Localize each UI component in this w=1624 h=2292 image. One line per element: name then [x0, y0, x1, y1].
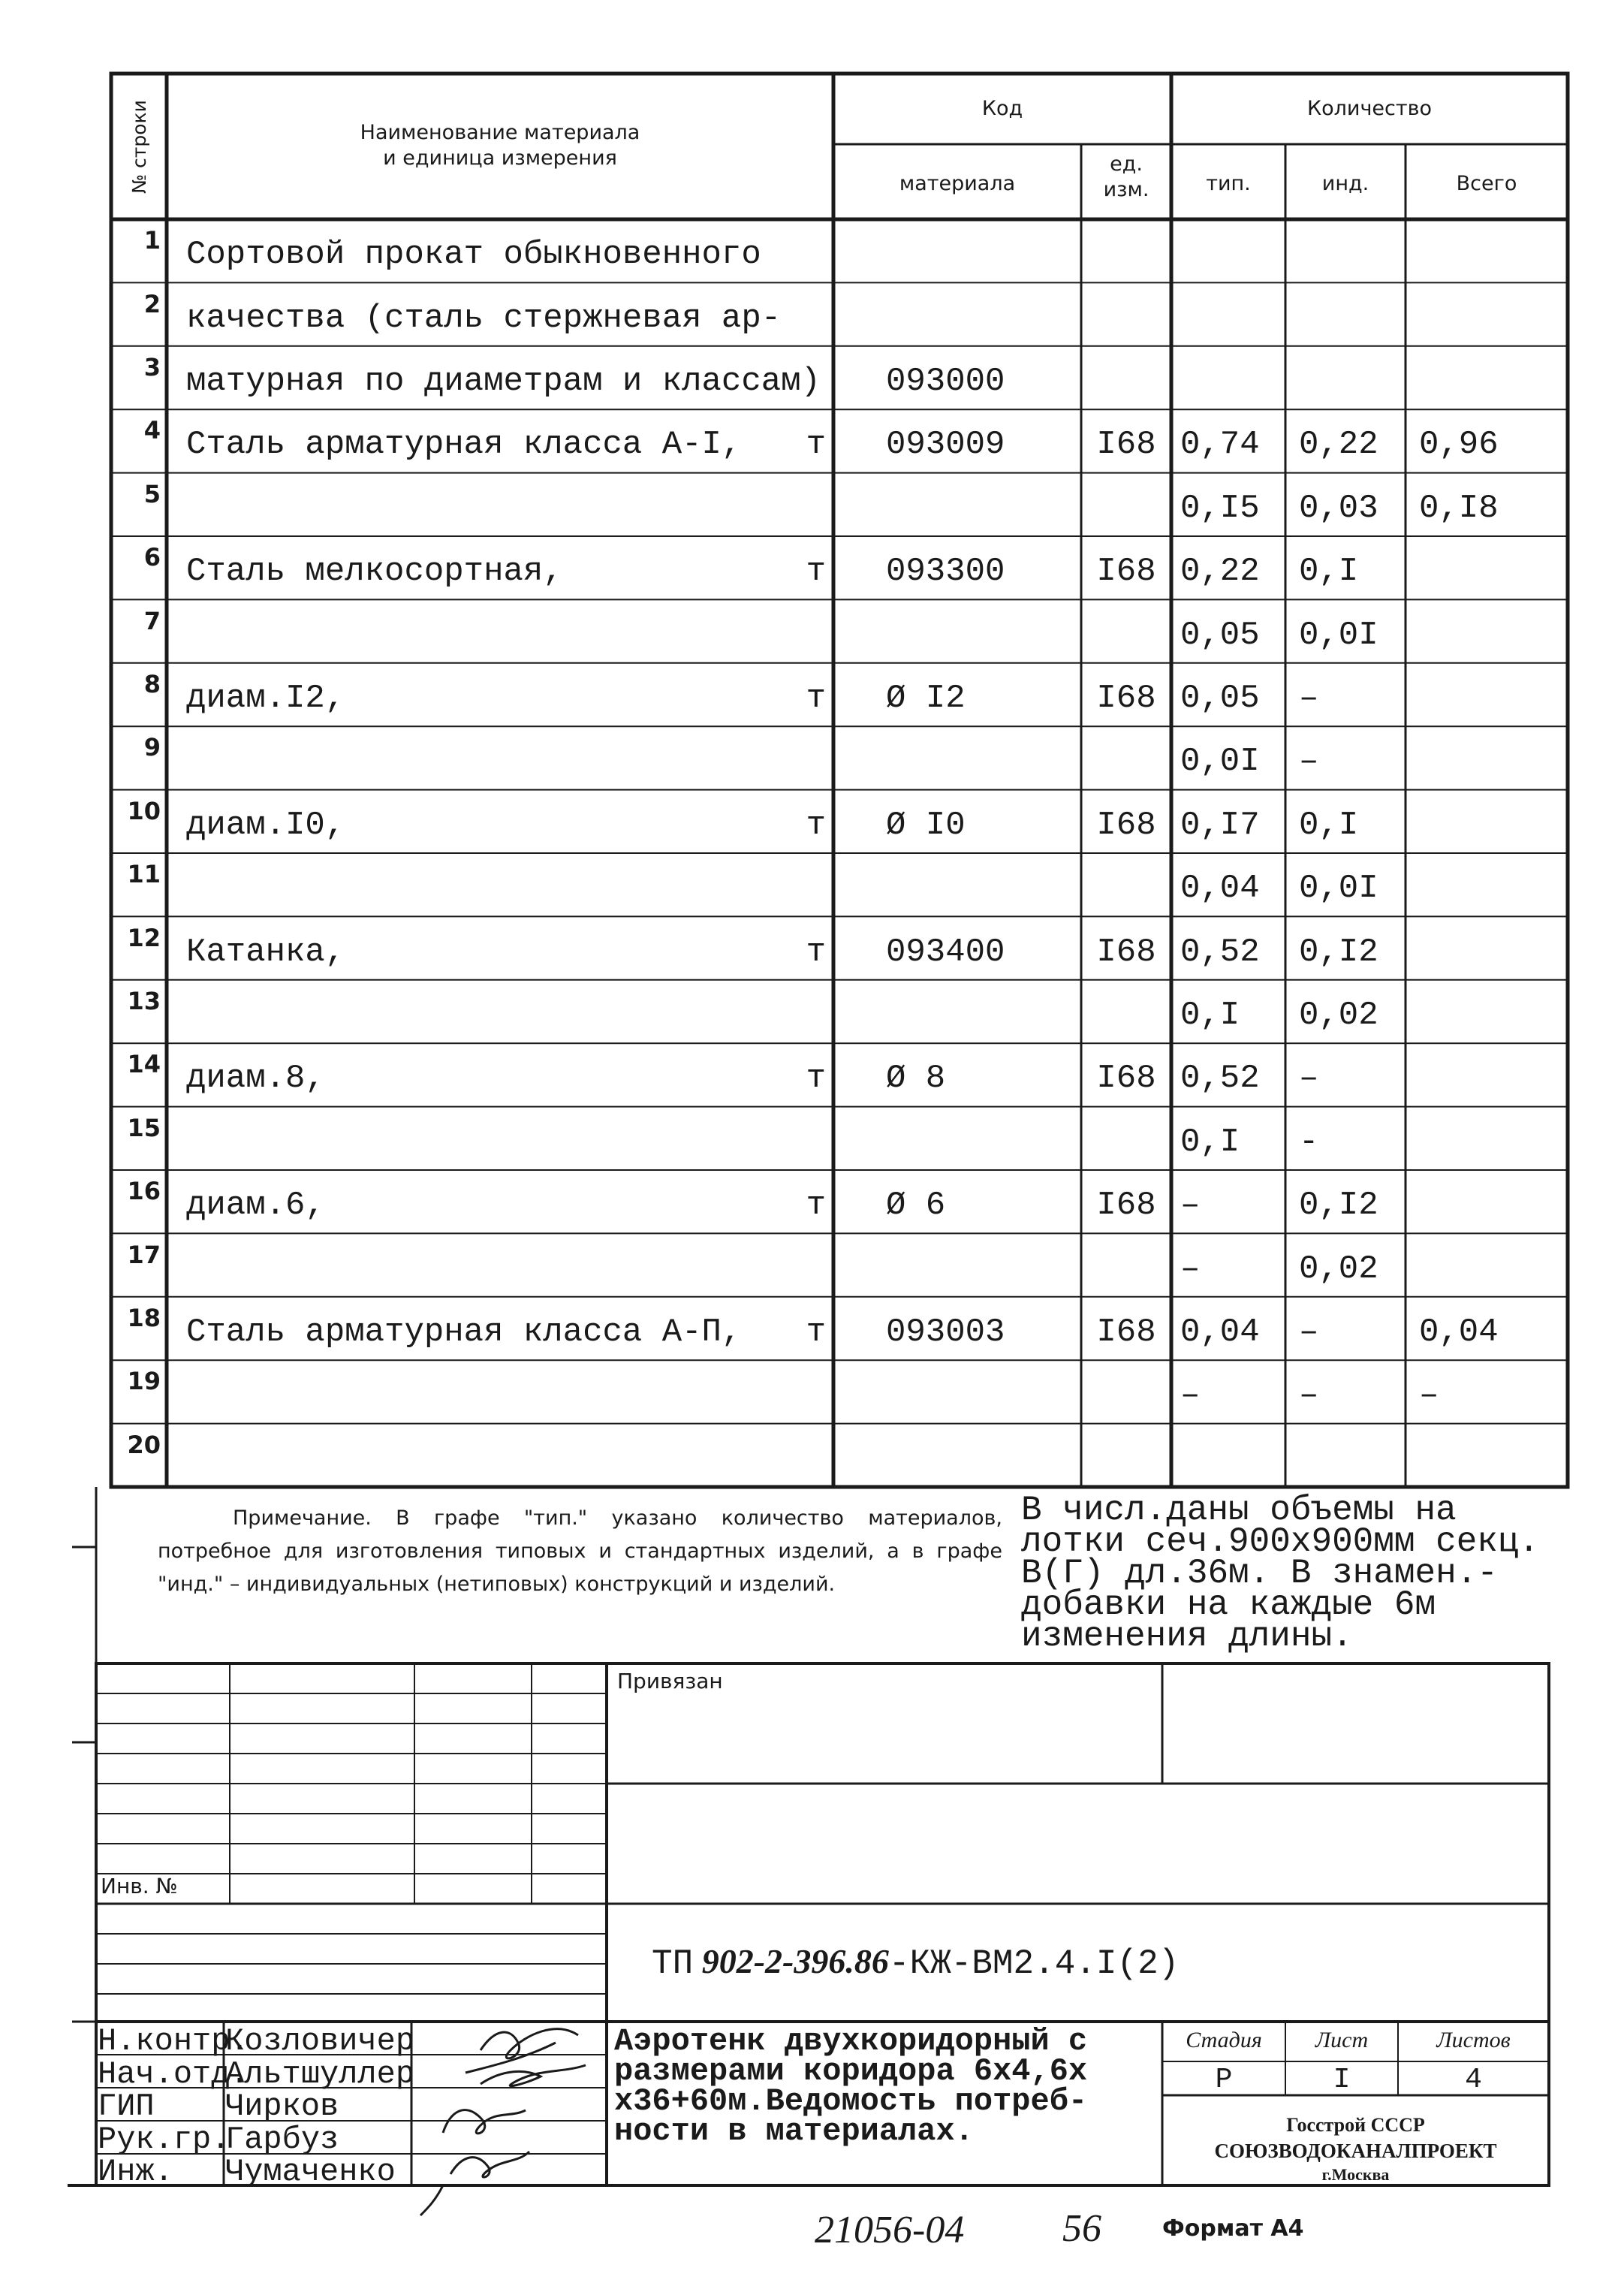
note-printed: Примечание. В графе "тип." указано количество материалов, потребное для изготовления типовых и стандартных изделий, а в графе "инд." – индивидуальных (нетиповых) конструкций и изделий.: [158, 1506, 1002, 1596]
signature-scribble-4: [420, 2152, 529, 2215]
signature-scribble-3: [443, 2110, 526, 2134]
unit-code: [1081, 853, 1171, 916]
row-number: 16: [127, 1177, 161, 1206]
row-number: 6: [143, 543, 161, 572]
row-number: 18: [127, 1303, 161, 1332]
row-number: 7: [143, 606, 161, 635]
unit-code: [1081, 282, 1171, 345]
qty-total: 0,04: [1419, 1313, 1499, 1351]
qty-tip: 0,I: [1180, 1123, 1240, 1161]
qty-ind: –: [1299, 1313, 1319, 1351]
material-code: [833, 980, 1081, 1043]
row-number: 2: [143, 289, 161, 318]
qty-tip: 0,04: [1180, 1313, 1260, 1351]
row-number: 3: [143, 352, 161, 381]
unit-code: [1081, 1424, 1171, 1487]
material-code: [833, 1360, 1081, 1423]
material-unit: [781, 282, 826, 345]
qty-total: [1406, 1107, 1568, 1170]
material-code: [833, 1233, 1081, 1296]
header-qty-tip: тип.: [1206, 172, 1251, 195]
header-material-name: Наименование материала и единица измерения: [360, 121, 640, 170]
qty-ind: 0,I: [1299, 553, 1359, 591]
role-label: Рук.гр.: [98, 2121, 230, 2158]
qty-total: [1406, 599, 1568, 662]
qty-total: [1406, 536, 1568, 599]
unit-code: I68: [1096, 1187, 1156, 1225]
qty-tip: 0,22: [1180, 553, 1260, 591]
material-code: [833, 219, 1081, 282]
qty-ind: [1285, 346, 1406, 409]
material-name: [167, 853, 833, 916]
material-code: [833, 282, 1081, 345]
qty-tip: –: [1180, 1377, 1201, 1415]
qty-tip: –: [1180, 1250, 1201, 1288]
qty-total: [1406, 853, 1568, 916]
material-code: [833, 599, 1081, 662]
row-number: 14: [127, 1050, 161, 1079]
material-name: [167, 726, 833, 789]
material-unit: [781, 726, 826, 789]
role-label: Инж.: [98, 2154, 173, 2191]
material-unit: [781, 1107, 826, 1170]
material-name: [167, 1424, 833, 1487]
qty-total: [1406, 1170, 1568, 1233]
qty-ind: –: [1299, 1377, 1319, 1415]
unit-code: [1081, 599, 1171, 662]
qty-ind: –: [1299, 679, 1319, 717]
material-code: 093003: [886, 1313, 1005, 1351]
material-name: диам.8,: [186, 1060, 325, 1098]
qty-tip: 0,0I: [1180, 743, 1260, 781]
row-number: 17: [127, 1240, 161, 1269]
qty-total: [1406, 663, 1568, 726]
qty-tip: 0,52: [1180, 1060, 1260, 1098]
material-unit: т: [806, 553, 826, 591]
material-unit: [781, 853, 826, 916]
paper-format: Формат А4: [1162, 2215, 1304, 2242]
document-code: ТП 902-2-396.86-КЖ-ВМ2.4.I(2): [652, 1942, 1180, 1983]
qty-ind: 0,03: [1299, 489, 1378, 527]
org-name: СОЮЗВОДОКАНАЛПРОЕКТ: [1214, 2140, 1497, 2162]
header-qty-total: Всего: [1456, 172, 1517, 195]
qty-ind: [1285, 1424, 1406, 1487]
qty-ind: 0,02: [1299, 996, 1378, 1034]
material-name: [167, 1233, 833, 1296]
org-city: г.Москва: [1321, 2165, 1390, 2184]
material-unit: [781, 1233, 826, 1296]
person-name: Чирков: [225, 2088, 339, 2125]
material-name: диам.6,: [186, 1187, 325, 1225]
row-number: 19: [127, 1367, 161, 1396]
qty-ind: 0,0I: [1299, 870, 1378, 908]
material-unit: [781, 346, 826, 409]
material-name: Сортовой прокат обыкновенного: [186, 236, 761, 274]
material-name: диам.I0,: [186, 806, 345, 844]
material-name: Сталь арматурная класса А-П,: [186, 1313, 742, 1351]
material-code: 093300: [886, 553, 1005, 591]
header-qty-ind: инд.: [1321, 172, 1369, 195]
qty-tip: [1171, 1424, 1285, 1487]
unit-code: [1081, 726, 1171, 789]
qty-total: [1406, 219, 1568, 282]
org-ministry: Госстрой СССР: [1286, 2114, 1425, 2136]
material-code: [833, 726, 1081, 789]
header-code-unit: ед. изм.: [1103, 152, 1149, 201]
drawing-title: Аэротенк двухкоридорный с размерами коридора 6х4,6х х36+60м.Ведомость потреб- ности в материалах.: [614, 2023, 1088, 2149]
qty-ind: –: [1299, 1060, 1319, 1098]
material-name: качества (сталь стержневая ар-: [186, 299, 782, 337]
material-name: Катанка,: [186, 933, 345, 971]
qty-ind: 0,22: [1299, 426, 1378, 464]
qty-total: [1406, 1233, 1568, 1296]
person-name: Альтшуллер: [225, 2055, 415, 2092]
qty-total: –: [1419, 1377, 1439, 1415]
qty-total: [1406, 980, 1568, 1043]
qty-tip: [1171, 282, 1285, 345]
qty-ind: -: [1299, 1123, 1319, 1161]
material-name: [167, 1107, 833, 1170]
material-unit: т: [806, 1313, 826, 1351]
qty-total: [1406, 790, 1568, 853]
qty-ind: [1285, 282, 1406, 345]
material-code: Ø I2: [886, 679, 966, 717]
qty-tip: 0,I7: [1180, 806, 1260, 844]
row-number: 5: [143, 479, 161, 508]
material-name: диам.I2,: [186, 679, 345, 717]
unit-code: [1081, 1233, 1171, 1296]
material-code: 093000: [886, 362, 1005, 400]
inventory-number-label: Инв. №: [101, 1874, 178, 1898]
material-unit: [781, 599, 826, 662]
material-unit: т: [806, 1060, 826, 1098]
qty-total: 0,I8: [1419, 489, 1499, 527]
qty-tip: [1171, 219, 1285, 282]
qty-tip: 0,05: [1180, 679, 1260, 717]
row-number: 15: [127, 1113, 161, 1142]
material-name: матурная по диаметрам и классам): [186, 362, 821, 400]
sheet-value: I: [1333, 2064, 1351, 2096]
row-number: 20: [127, 1430, 161, 1459]
qty-tip: [1171, 346, 1285, 409]
row-number: 4: [143, 416, 161, 445]
row-number: 12: [127, 923, 161, 952]
material-unit: т: [806, 1187, 826, 1225]
row-number: 11: [127, 860, 161, 889]
material-unit: т: [806, 933, 826, 971]
unit-code: [1081, 1107, 1171, 1170]
material-unit: [781, 980, 826, 1043]
qty-ind: –: [1299, 743, 1319, 781]
material-code: [833, 853, 1081, 916]
person-name: Гарбуз: [225, 2121, 339, 2158]
role-label: Нач.отд.: [98, 2055, 249, 2092]
material-code: 093009: [886, 426, 1005, 464]
qty-total: [1406, 346, 1568, 409]
material-unit: [781, 473, 826, 536]
qty-tip: 0,05: [1180, 616, 1260, 654]
unit-code: I68: [1096, 426, 1156, 464]
unit-code: I68: [1096, 1060, 1156, 1098]
sheets-label: Листов: [1436, 2028, 1511, 2052]
qty-tip: 0,I5: [1180, 489, 1260, 527]
material-unit: т: [806, 806, 826, 844]
sheet-label: Лист: [1315, 2028, 1369, 2052]
qty-ind: 0,02: [1299, 1250, 1378, 1288]
qty-tip: 0,74: [1180, 426, 1260, 464]
qty-ind: 0,I: [1299, 806, 1359, 844]
archive-number: 21056-04: [815, 2209, 965, 2251]
qty-ind: 0,0I: [1299, 616, 1378, 654]
material-name: Сталь мелкосортная,: [186, 553, 563, 591]
stage-value: Р: [1215, 2064, 1233, 2096]
qty-tip: 0,04: [1180, 870, 1260, 908]
unit-code: [1081, 473, 1171, 536]
header-code: Код: [981, 97, 1023, 120]
unit-code: I68: [1096, 553, 1156, 591]
material-code: [833, 473, 1081, 536]
header-row-number: № строки: [128, 99, 150, 194]
material-code: Ø 8: [886, 1060, 946, 1098]
material-code: 093400: [886, 933, 1005, 971]
sheets-value: 4: [1465, 2064, 1482, 2096]
document-number-handwritten: 902-2-396.86: [701, 1942, 889, 1980]
qty-tip: –: [1180, 1187, 1201, 1225]
material-unit: [781, 219, 826, 282]
note-handwritten: В числ.даны объемы на лотки сеч.900х900мм секц. В(Г) дл.36м. В знамен.-добавки на каждые 6м изменения длины.: [1021, 1491, 1540, 1656]
unit-code: I68: [1096, 679, 1156, 717]
material-name: [167, 599, 833, 662]
row-number: 10: [127, 796, 161, 825]
header-quantity: Количество: [1306, 97, 1433, 120]
row-number: 9: [143, 733, 161, 762]
qty-ind: 0,I2: [1299, 1187, 1378, 1225]
material-code: Ø I0: [886, 806, 966, 844]
material-unit: т: [806, 679, 826, 717]
unit-code: [1081, 1360, 1171, 1423]
page-number: 56: [1062, 2207, 1101, 2250]
unit-code: [1081, 346, 1171, 409]
material-name: [167, 1360, 833, 1423]
material-unit: т: [806, 426, 826, 464]
qty-tip: 0,I: [1180, 996, 1240, 1034]
qty-total: [1406, 282, 1568, 345]
unit-code: [1081, 219, 1171, 282]
unit-code: [1081, 980, 1171, 1043]
unit-code: I68: [1096, 1313, 1156, 1351]
material-name: [167, 980, 833, 1043]
unit-code: I68: [1096, 806, 1156, 844]
qty-ind: [1285, 219, 1406, 282]
header-code-material: материала: [899, 172, 1016, 195]
material-name: [167, 473, 833, 536]
material-name: Сталь арматурная класса А-I,: [186, 426, 742, 464]
unit-code: I68: [1096, 933, 1156, 971]
qty-total: [1406, 1424, 1568, 1487]
material-code: [833, 1424, 1081, 1487]
signature-scribble-2: [481, 2065, 586, 2086]
material-code: Ø 6: [886, 1187, 946, 1225]
stage-label: Стадия: [1186, 2028, 1262, 2052]
qty-tip: 0,52: [1180, 933, 1260, 971]
material-unit: [781, 1360, 826, 1423]
qty-total: 0,96: [1419, 426, 1499, 464]
qty-total: [1406, 1043, 1568, 1106]
role-label: Н.контр.: [98, 2023, 249, 2059]
material-unit: [781, 1424, 826, 1487]
material-code: [833, 1107, 1081, 1170]
privyazan-label: Привязан: [617, 1669, 723, 1693]
row-number: 8: [143, 669, 161, 698]
person-name: Чумаченко: [225, 2154, 396, 2191]
row-number: 13: [127, 986, 161, 1015]
row-number: 1: [143, 226, 161, 255]
role-label: ГИП: [98, 2088, 155, 2125]
qty-ind: 0,I2: [1299, 933, 1378, 971]
qty-total: [1406, 726, 1568, 789]
qty-total: [1406, 916, 1568, 979]
signature-scribble-1: [466, 2029, 578, 2073]
person-name: Козловичер: [225, 2023, 415, 2059]
